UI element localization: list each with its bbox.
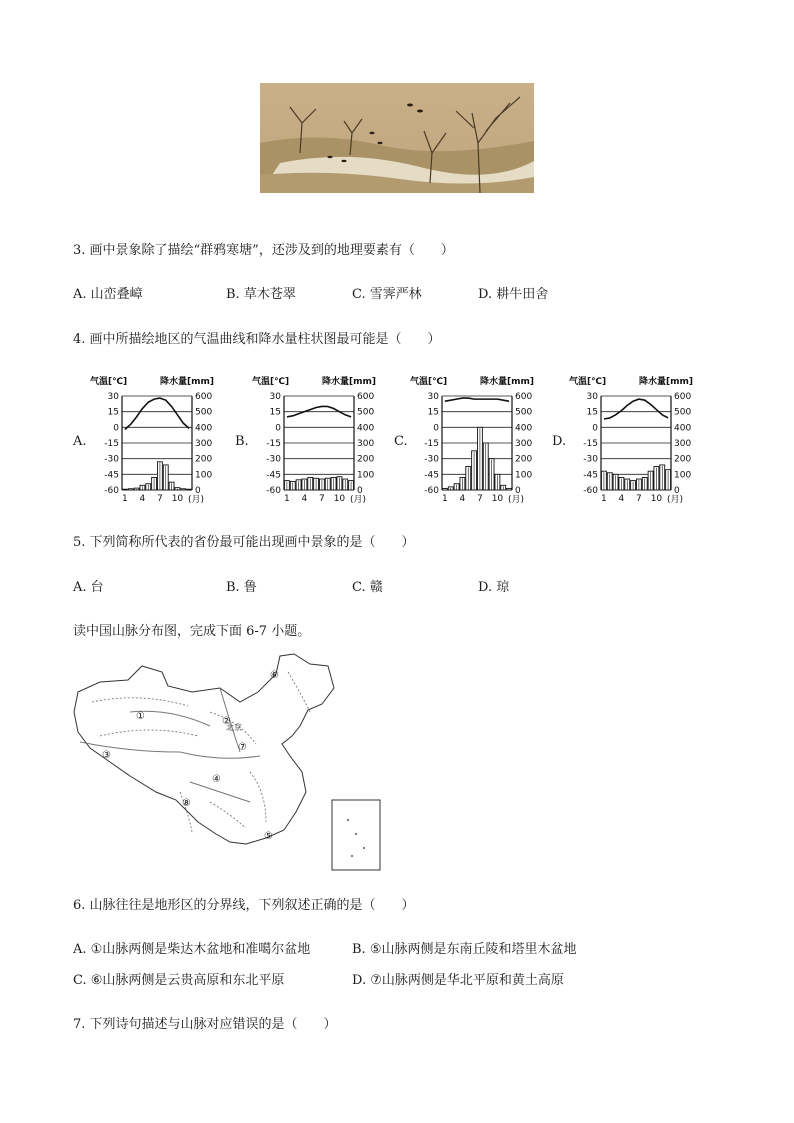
left-tick-label: -60: [266, 486, 281, 496]
q6-stem: 6. 山脉往往是地形区的分界线，下列叙述正确的是（ ）: [73, 898, 415, 913]
x-tick-label: 4: [139, 494, 146, 504]
q4-option-a-letter[interactable]: A.: [73, 434, 87, 449]
marker-5: ⑤: [264, 831, 273, 842]
temp-line: [445, 398, 509, 401]
right-tick-label: 600: [674, 392, 692, 402]
x-tick-label: 1: [122, 494, 128, 504]
x-tick-label: 4: [301, 494, 308, 504]
left-tick-label: -15: [266, 439, 281, 449]
left-tick-label: -60: [424, 486, 439, 496]
right-tick-label: 200: [515, 454, 533, 465]
x-tick-label: 7: [636, 494, 642, 504]
q5-option-b[interactable]: B. 鲁: [226, 580, 257, 595]
right-tick-label: 300: [357, 439, 375, 449]
precip-bar: [187, 489, 192, 490]
temp-line: [125, 398, 189, 429]
right-tick-label: 500: [195, 407, 213, 418]
left-tick-label: 30: [269, 392, 281, 402]
marker-3: ③: [102, 750, 111, 761]
q3-option-b[interactable]: B. 草木苍翠: [226, 287, 296, 302]
section-intro: 读中国山脉分布图，完成下面 6-7 小题。: [73, 624, 311, 639]
left-tick-label: -15: [104, 439, 119, 449]
right-tick-label: 400: [357, 423, 375, 434]
precip-axis-title: 降水量[mm]: [160, 377, 214, 387]
left-tick-label: 15: [269, 407, 281, 418]
q7-stem: 7. 下列诗句描述与山脉对应错误的是（ ）: [73, 1017, 337, 1032]
right-tick-label: 600: [515, 392, 533, 402]
right-tick-label: 600: [357, 392, 375, 402]
left-tick-label: 0: [592, 423, 598, 434]
x-tick-label: 7: [157, 494, 163, 504]
q6-option-b[interactable]: B. ⑤山脉两侧是东南丘陵和塔里木盆地: [352, 942, 577, 957]
climate-chart-a: [88, 372, 236, 514]
right-tick-label: 100: [357, 470, 375, 481]
x-tick-label: 7: [319, 494, 325, 504]
precip-axis-title: 降水量[mm]: [480, 377, 534, 387]
landscape-painting: [260, 83, 534, 193]
right-tick-label: 300: [674, 439, 692, 449]
right-tick-label: 500: [515, 407, 533, 418]
climate-chart-b: [250, 372, 398, 514]
temp-axis-title: 气温[℃]: [90, 377, 128, 387]
q5-stem: 5. 下列简称所代表的省份最可能出现画中景象的是（ ）: [73, 535, 415, 550]
china-mountain-map: [70, 652, 390, 874]
right-tick-label: 300: [195, 439, 213, 449]
q3-option-a[interactable]: A. 山峦叠嶂: [73, 287, 143, 302]
temp-axis-title: 气温[℃]: [569, 377, 607, 387]
x-tick-label: 7: [477, 494, 483, 504]
q6-option-a[interactable]: A. ①山脉两侧是柴达木盆地和准噶尔盆地: [73, 942, 311, 957]
left-tick-label: -30: [104, 454, 119, 465]
q6-option-c[interactable]: C. ⑥山脉两侧是云贵高原和东北平原: [73, 973, 285, 988]
right-tick-label: 200: [674, 454, 692, 465]
q4-option-c-letter[interactable]: C.: [394, 434, 408, 449]
x-tick-label: 10: [171, 494, 184, 504]
q4-option-b-letter[interactable]: B.: [235, 434, 249, 449]
left-tick-label: -60: [583, 486, 598, 496]
left-tick-label: -45: [424, 470, 439, 481]
left-tick-label: 30: [107, 392, 119, 402]
q3-option-d[interactable]: D. 耕牛田舍: [478, 287, 549, 302]
left-tick-label: -60: [104, 486, 119, 496]
marker-8: ⑧: [182, 798, 191, 809]
left-tick-label: -15: [424, 439, 439, 449]
left-tick-label: 30: [427, 392, 439, 402]
right-tick-label: 300: [515, 439, 533, 449]
left-tick-label: -30: [266, 454, 281, 465]
x-axis-unit: (月): [667, 495, 684, 505]
x-axis-unit: (月): [508, 495, 525, 505]
marker-2: ②: [222, 716, 231, 727]
x-tick-label: 10: [650, 494, 663, 504]
right-tick-label: 100: [674, 470, 692, 481]
marker-6: ⑥: [270, 670, 279, 681]
q5-option-a[interactable]: A. 台: [73, 580, 104, 595]
left-tick-label: 15: [586, 407, 598, 418]
right-tick-label: 500: [674, 407, 692, 418]
right-tick-label: 200: [195, 454, 213, 465]
left-tick-label: 15: [107, 407, 119, 418]
left-tick-label: 0: [113, 423, 119, 434]
q5-option-d[interactable]: D. 琼: [478, 580, 510, 595]
x-tick-label: 4: [618, 494, 625, 504]
left-tick-label: -45: [104, 470, 119, 481]
temp-axis-title: 气温[℃]: [410, 377, 448, 387]
x-axis-unit: (月): [350, 495, 367, 505]
marker-4: ④: [212, 774, 221, 785]
q4-stem: 4. 画中所描绘地区的气温曲线和降水量柱状图最可能是（ ）: [73, 332, 441, 347]
x-tick-label: 10: [333, 494, 346, 504]
left-tick-label: -45: [266, 470, 281, 481]
q6-option-d[interactable]: D. ⑦山脉两侧是华北平原和黄土高原: [352, 973, 564, 988]
left-tick-label: -30: [424, 454, 439, 465]
right-tick-label: 400: [195, 423, 213, 434]
left-tick-label: -45: [583, 470, 598, 481]
right-tick-label: 100: [195, 470, 213, 481]
right-tick-label: 600: [195, 392, 213, 402]
right-tick-label: 100: [515, 470, 533, 481]
precip-bar: [122, 489, 127, 490]
left-tick-label: -15: [583, 439, 598, 449]
x-tick-label: 4: [459, 494, 466, 504]
right-tick-label: 400: [674, 423, 692, 434]
temp-axis-title: 气温[℃]: [252, 377, 290, 387]
left-tick-label: 30: [586, 392, 598, 402]
x-tick-label: 1: [601, 494, 607, 504]
q3-stem: 3. 画中景象除了描绘“群鸦寒塘”，还涉及到的地理要素有（ ）: [73, 243, 454, 258]
q3-option-c[interactable]: C. 雪霁严林: [352, 287, 422, 302]
climate-chart-c: [408, 372, 556, 514]
x-tick-label: 1: [442, 494, 448, 504]
beijing-label: 北京: [226, 723, 242, 732]
left-tick-label: -30: [583, 454, 598, 465]
x-axis-unit: (月): [188, 495, 205, 505]
x-tick-label: 1: [284, 494, 290, 504]
q4-option-d-letter[interactable]: D.: [552, 434, 567, 449]
right-tick-label: 0: [674, 486, 680, 496]
x-tick-label: 10: [491, 494, 504, 504]
precip-axis-title: 降水量[mm]: [322, 377, 376, 387]
temp-line: [604, 399, 668, 419]
left-tick-label: 0: [275, 423, 281, 434]
left-tick-label: 15: [427, 407, 439, 418]
right-tick-label: 0: [195, 486, 201, 496]
q5-option-c[interactable]: C. 赣: [352, 580, 383, 595]
right-tick-label: 0: [357, 486, 363, 496]
precip-axis-title: 降水量[mm]: [639, 377, 693, 387]
right-tick-label: 0: [515, 486, 521, 496]
right-tick-label: 200: [357, 454, 375, 465]
marker-1: ①: [136, 711, 145, 722]
left-tick-label: 0: [433, 423, 439, 434]
marker-7: ⑦: [238, 742, 247, 753]
right-tick-label: 500: [357, 407, 375, 418]
right-tick-label: 400: [515, 423, 533, 434]
climate-chart-d: [567, 372, 715, 514]
